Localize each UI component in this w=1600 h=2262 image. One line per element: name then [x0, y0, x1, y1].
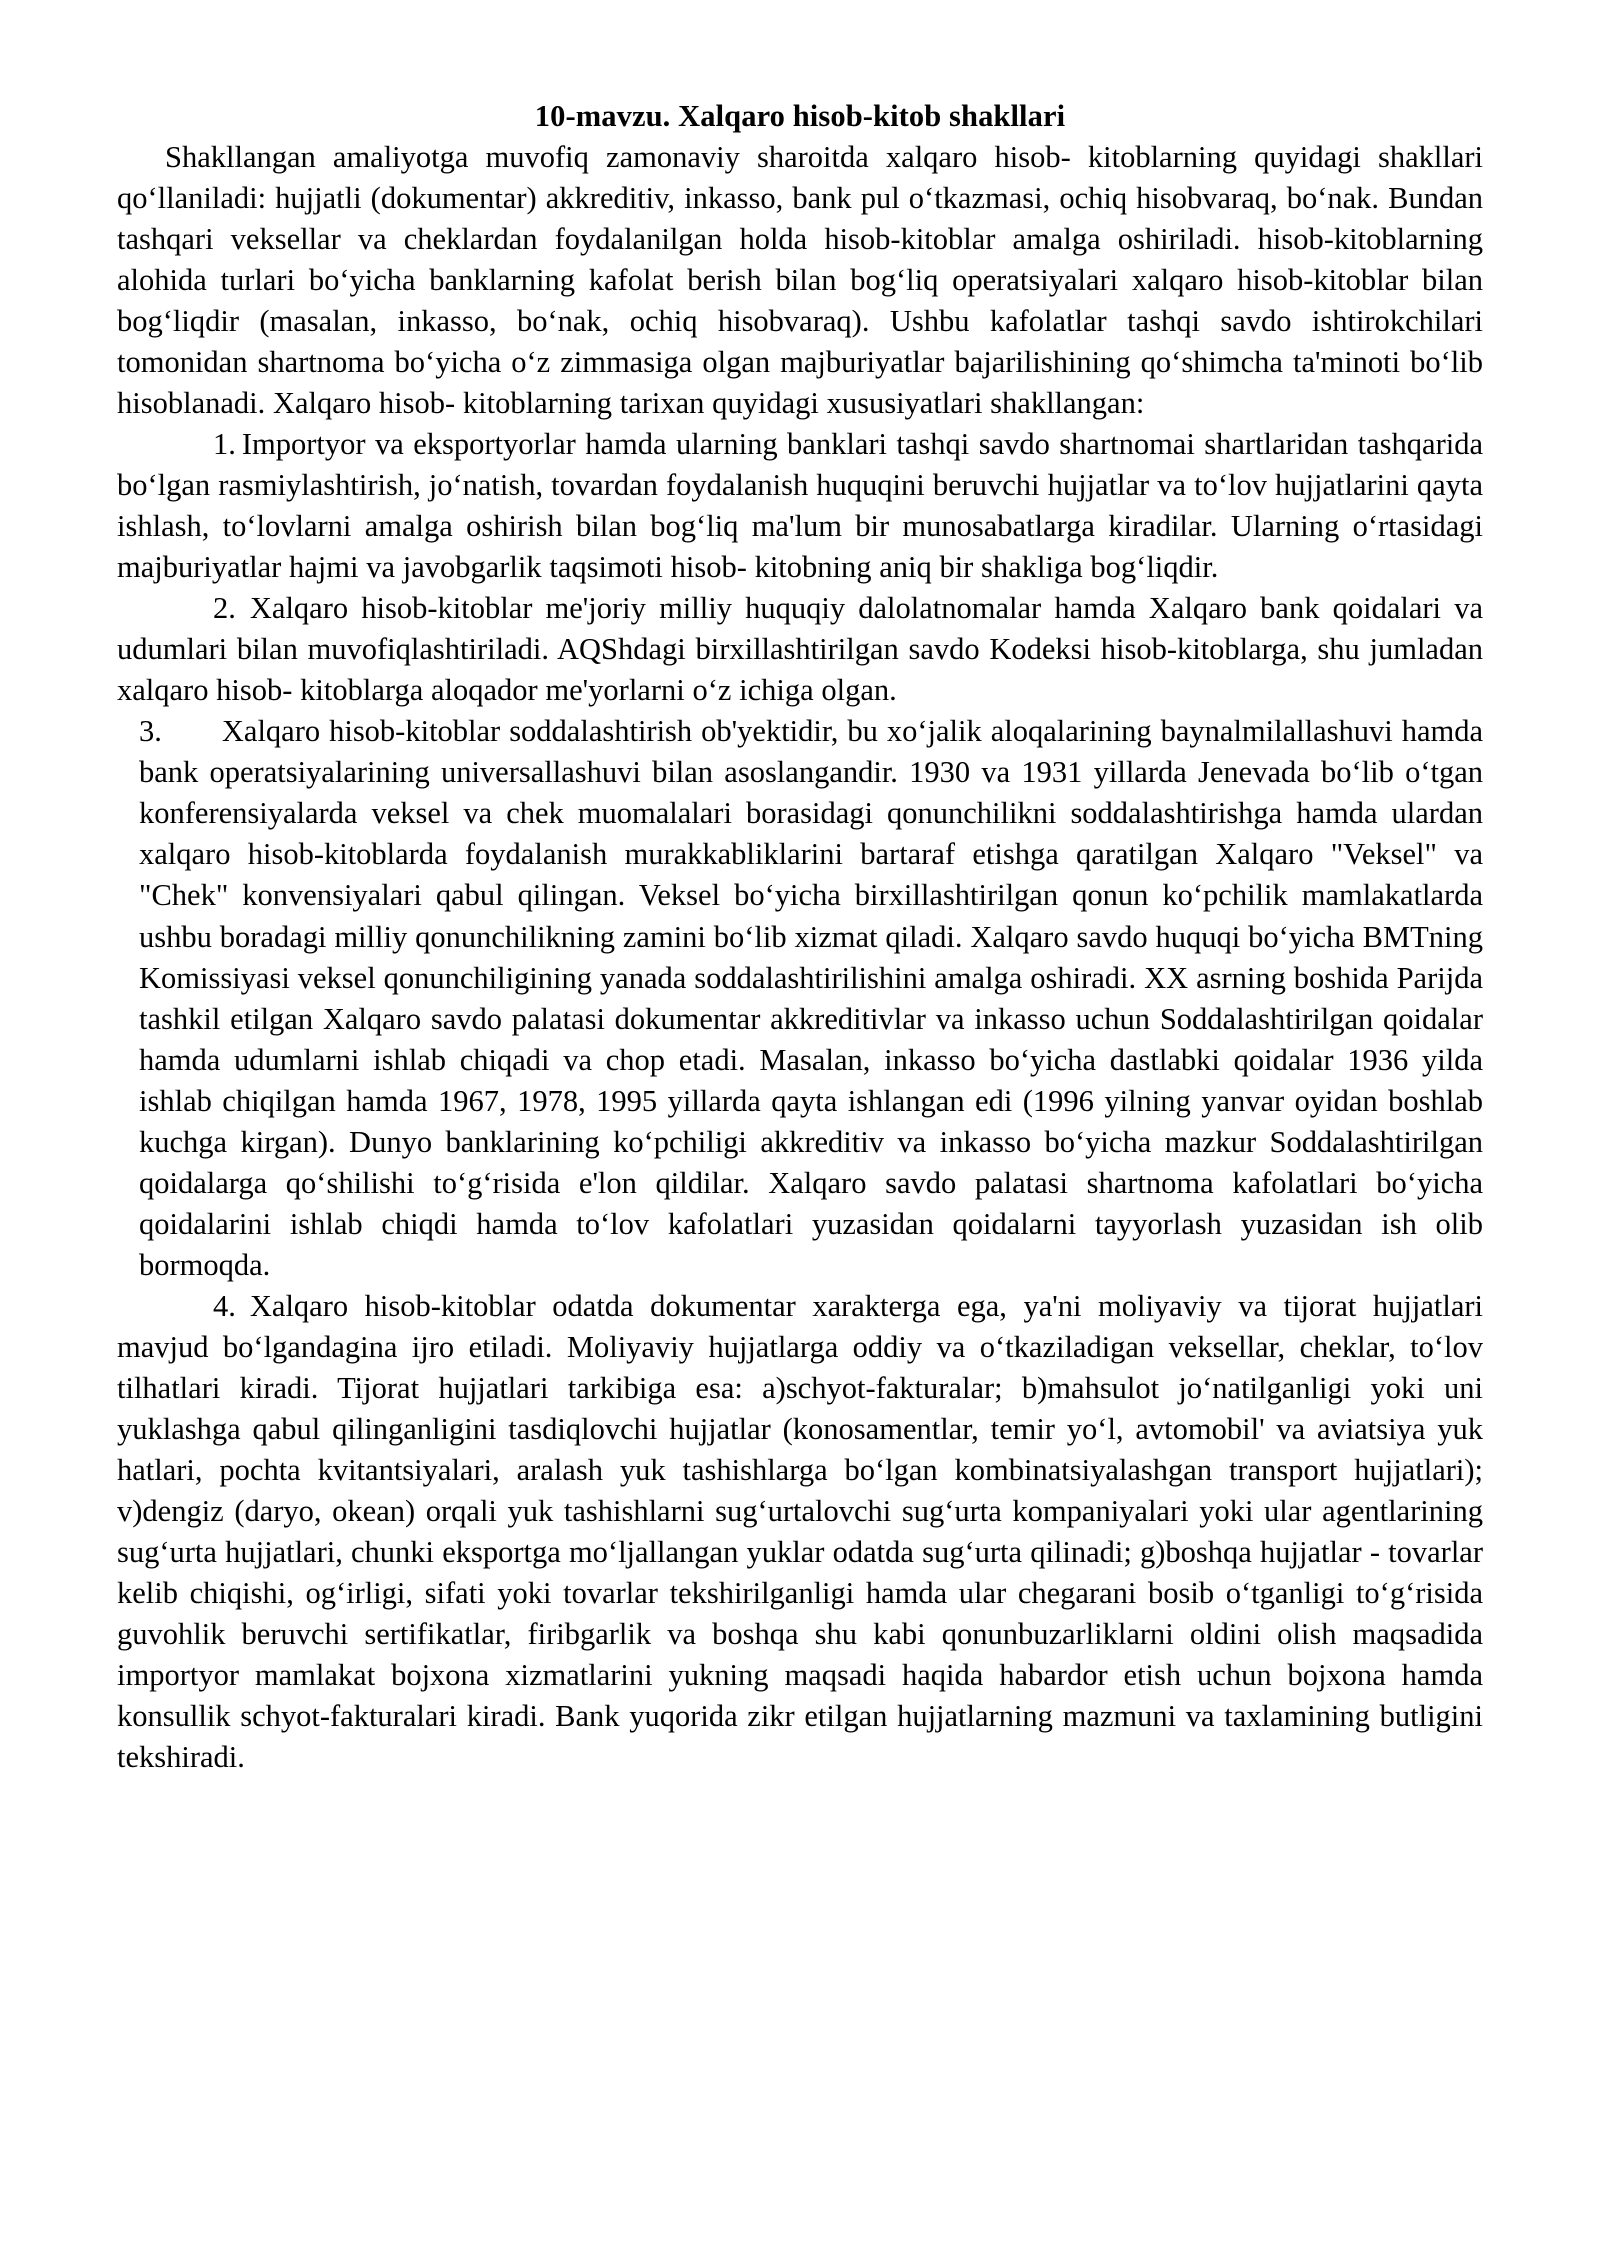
- list-item-4: [117, 1286, 1483, 1778]
- list-item-2-text: Xalqaro hisob-kitoblar me'joriy milliy huquqiy dalolatnomalar hamda Xalqaro bank qoidalari va udumlari bilan muvofiqlashtiriladi. AQShdagi birxillashtirilgan savdo Kodeksi hisob-kitoblarga, shu jumladan xalqaro hisob- kitoblarga aloqador me'yorlarni o‘z ichiga olgan.: [117, 591, 1483, 708]
- list-item-3-text: Xalqaro hisob-kitoblar soddalashtirish ob'yektidir, bu xo‘jalik aloqalarining baynalmilallashuvi hamda bank operatsiyalarining universallashuvi bilan asoslangandir. 1930 va 1931 yillarda Jenevada bo‘lib o‘tgan konferensiyalarda veksel va chek muomalalari borasidagi qonunchilikni soddalashtirishga hamda ulardan xalqaro hisob-kitoblarda foydalanish murakkabliklarini bartaraf etishga qaratilgan Xalqaro "Veksel" va "Chek" konvensiyalari qabul qilingan. Veksel bo‘yicha birxillashtirilgan qonun ko‘pchilik mamlakatlarda ushbu boradagi milliy qonunchilikning zamini bo‘lib xizmat qiladi. Xalqaro savdo huquqi bo‘yicha BMTning Komissiyasi veksel qonunchiligining yanada soddalashtirilishini amalga oshiradi. XX asrning boshida Parijda tashkil etilgan Xalqaro savdo palatasi dokumentar akkreditivlar va inkasso uchun Soddalashtirilgan qoidalar hamda udumlarni ishlab chiqadi va chop etadi. Masalan, inkasso bo‘yicha dastlabki qoidalar 1936 yilda ishlab chiqilgan hamda 1967, 1978, 1995 yillarda qayta ishlangan edi (1996 yilning yanvar oyidan boshlab kuchga kirgan). Dunyo banklarining ko‘pchiligi akkreditiv va inkasso bo‘yicha mazkur Soddalashtirilgan qoidalarga qo‘shilishi to‘g‘risida e'lon qildilar. Xalqaro savdo palatasi shartnoma kafolatlari bo‘yicha qoidalarini ishlab chiqdi hamda to‘lov kafolatlari yuzasidan qoidalarni tayyorlash yuzasidan ish olib bormoqda.: [139, 714, 1483, 1282]
- list-item-2-number: 2.: [213, 591, 236, 626]
- page-title: 10-mavzu. Xalqaro hisob-kitob shakllari: [534, 99, 1066, 133]
- document-content: [117, 98, 1483, 1778]
- paragraph-intro: Shakllangan amaliyotga muvofiq zamonaviy sharoitda xalqaro hisob- kitoblarning quyidagi shakllari qo‘llaniladi: hujjatli (dokumentar) akkreditiv, inkasso, bank pul o‘tkazmasi, ochiq hisobvaraq, bo‘nak. Bundan tashqari veksellar va cheklardan foydalanilgan holda hisob-kitoblar amalga oshiriladi. hisob-kitoblarning alohida turlari bo‘yicha banklarning kafolat berish bilan bog‘liq operatsiyalari xalqaro hisob-kitoblar bilan bog‘liqdir (masalan, inkasso, bo‘nak, ochiq hisobvaraq). Ushbu kafolatlar tashqi savdo ishtirokchilari tomonidan shartnoma bo‘yicha o‘z zimmasiga olgan majburiyatlar bajarilishining qo‘shimcha ta'minoti bo‘lib hisoblanadi. Xalqaro hisob- kitoblarning tarixan quyidagi xususiyatlari shakllangan:: [117, 140, 1483, 421]
- list-item-3-number: 3.: [139, 714, 162, 749]
- list-item-2: [117, 588, 1483, 711]
- list-item-3-block: [139, 711, 1483, 1285]
- list-item-3: [139, 711, 1483, 1285]
- list-item-1: [117, 424, 1483, 588]
- list-item-4-number: 4.: [213, 1288, 236, 1323]
- list-item-4-text: Xalqaro hisob-kitoblar odatda dokumentar xarakterga ega, ya'ni moliyaviy va tijorat hujjatlari mavjud bo‘lgandagina ijro etiladi. Moliyaviy hujjatlarga oddiy va o‘tkaziladigan veksellar, cheklar, to‘lov tilhatlari kiradi. Tijorat hujjatlari tarkibiga esa: a)schyot-fakturalar; b)mahsulot jo‘natilganligi yoki uni yuklashga qabul qilinganligini tasdiqlovchi hujjatlar (konosamentlar, temir yo‘l, avtomobil' va aviatsiya yuk hatlari, pochta kvitantsiyalari, aralash yuk tashishlarga bo‘lgan kombinatsiyalashgan transport hujjatlari); v)dengiz (daryo, okean) orqali yuk tashishlarni sug‘urtalovchi sug‘urta kompaniyalari yoki ular agentlarining sug‘urta hujjatlari, chunki eksportga mo‘ljallangan yuklar odatda sug‘urta qilinadi; g)boshqa hujjatlar - tovarlar kelib chiqishi, og‘irligi, sifati yoki tovarlar tekshirilganligi hamda ular chegarani bosib o‘tganligi to‘g‘risida guvohlik beruvchi sertifikatlar, firibgarlik va boshqa shu kabi qonunbuzarliklarni oldini olish maqsadida importyor mamlakat bojxona xizmatlarini yukning maqsadi haqida habardor etish uchun bojxona hamda konsullik schyot-fakturalari kiradi. Bank yuqorida zikr etilgan hujjatlarning mazmuni va taxlamining butligini tekshiradi.: [117, 1288, 1483, 1774]
- list-item-1-number: 1.: [213, 427, 236, 462]
- list-item-1-text: Importyor va eksportyorlar hamda ularning banklari tashqi savdo shartnomai shartlaridan tashqarida bo‘lgan rasmiylashtirish, jo‘natish, tovardan foydalanish huquqini beruvchi hujjatlar va to‘lov hujjatlarini qayta ishlash, to‘lovlarni amalga oshirish bilan bog‘liq ma'lum bir munosabatlarga kiradilar. Ularning o‘rtasidagi majburiyatlar hajmi va javobgarlik taqsimoti hisob- kitobning aniq bir shakliga bog‘liqdir.: [117, 427, 1483, 585]
